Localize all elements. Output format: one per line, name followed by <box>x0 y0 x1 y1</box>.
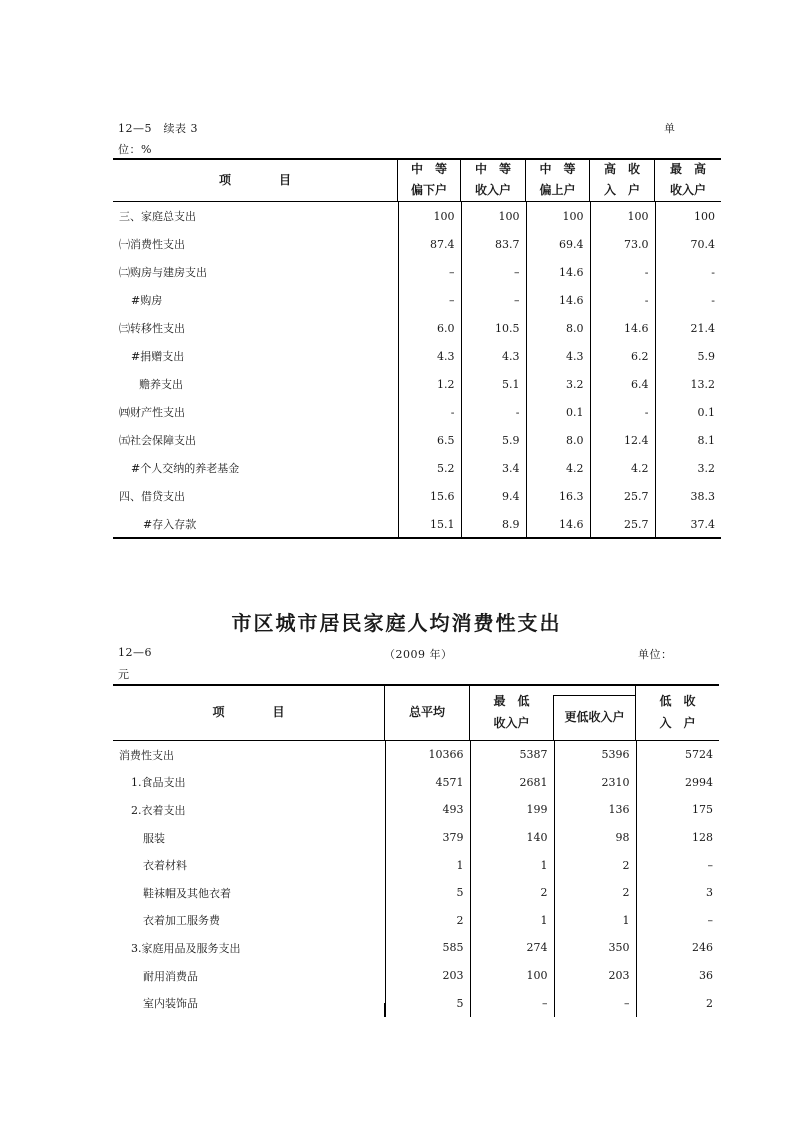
cell-value: 6.2 <box>590 342 655 370</box>
table2-header-lowest-line1: 最 低 <box>493 694 530 708</box>
cell-value: 37.4 <box>690 517 715 531</box>
row-label: ㈠消费性支出 <box>113 230 398 258</box>
cell-value: – <box>461 258 526 286</box>
cell-value: 4.3 <box>398 342 461 370</box>
cell-value: 12.4 <box>590 426 655 454</box>
cell-value: - <box>711 265 715 279</box>
cell-value: 2 <box>706 996 713 1010</box>
table-row <box>113 879 719 907</box>
table1-body <box>113 202 721 538</box>
cell-value: – <box>707 858 713 872</box>
cell-value: 14.6 <box>526 286 590 314</box>
cell-value: 140 <box>470 824 554 852</box>
cell-value: 8.9 <box>461 510 526 538</box>
cell-value: 4571 <box>385 769 470 797</box>
cell-value: 203 <box>385 962 470 990</box>
table1-header-col2-line1: 中 等 <box>474 162 511 176</box>
cell-value: 5387 <box>470 741 554 769</box>
table1-header-col5-line2: 收入户 <box>669 183 706 197</box>
cell-value: 274 <box>470 934 554 962</box>
row-label: ㈢转移性支出 <box>113 314 398 342</box>
row-label: #个人交纳的养老基金 <box>113 454 398 482</box>
table-row <box>113 202 721 230</box>
table-row <box>113 769 719 797</box>
cell-value: – <box>398 258 461 286</box>
cell-value: 2 <box>385 907 470 935</box>
cell-value: 13.2 <box>690 377 715 391</box>
cell-value: 100 <box>694 209 715 223</box>
cell-value: 379 <box>385 824 470 852</box>
cell-value: - <box>590 398 655 426</box>
cell-value: 14.6 <box>590 314 655 342</box>
cell-value: 100 <box>461 202 526 230</box>
cell-value: 1 <box>470 851 554 879</box>
cell-value: 10.5 <box>461 314 526 342</box>
table-row <box>113 851 719 879</box>
cell-value: 73.0 <box>590 230 655 258</box>
cell-value: 0.1 <box>526 398 590 426</box>
cell-value: – <box>554 989 636 1017</box>
row-label: #捐赠支出 <box>113 342 398 370</box>
cell-value: 100 <box>590 202 655 230</box>
table-row <box>113 482 721 510</box>
cell-value: 199 <box>470 796 554 824</box>
cell-value: 246 <box>692 941 713 955</box>
row-label: ㈣财产性支出 <box>113 398 398 426</box>
row-label: 耐用消费品 <box>113 962 385 990</box>
table-row <box>113 398 721 426</box>
cell-value: 15.6 <box>398 482 461 510</box>
cell-value: 350 <box>554 934 636 962</box>
row-label: 衣着加工服务费 <box>113 907 385 935</box>
table2-header-total: 总平均 <box>408 705 445 719</box>
cell-value: 15.1 <box>398 510 461 538</box>
cell-value: 2 <box>554 851 636 879</box>
table-row <box>113 934 719 962</box>
cell-value: 10366 <box>385 741 470 769</box>
cell-value: – <box>398 286 461 314</box>
cell-value: 100 <box>470 962 554 990</box>
table2-unit-b: 元 <box>118 668 130 681</box>
cell-value: 3.4 <box>461 454 526 482</box>
table2-year: （2009 年） <box>384 648 453 661</box>
cell-value: 3 <box>706 886 713 900</box>
cell-value: 5.1 <box>461 370 526 398</box>
table1-header-col2-line2: 收入户 <box>474 183 511 197</box>
row-label: ㈡购房与建房支出 <box>113 258 398 286</box>
row-label: 1.食品支出 <box>113 769 385 797</box>
row-label: 2.衣着支出 <box>113 796 385 824</box>
row-label: 四、借贷支出 <box>113 482 398 510</box>
table1-header-col1-line1: 中 等 <box>410 162 447 176</box>
cell-value: 1.2 <box>398 370 461 398</box>
cell-value: 2994 <box>685 775 713 789</box>
cell-value: 6.4 <box>590 370 655 398</box>
table1-code: 12—5 续表 3 <box>118 122 198 135</box>
cell-value: 9.4 <box>461 482 526 510</box>
table-row <box>113 286 721 314</box>
table2-header-low-line1: 低 收 <box>659 694 696 708</box>
cell-value: - <box>461 398 526 426</box>
row-label: 三、家庭总支出 <box>113 202 398 230</box>
cell-value: 4.3 <box>526 342 590 370</box>
cell-value: – <box>470 989 554 1017</box>
cell-value: 2681 <box>470 769 554 797</box>
table-row <box>113 510 721 538</box>
cell-value: 5 <box>385 879 470 907</box>
cell-value: 87.4 <box>398 230 461 258</box>
table-row <box>113 370 721 398</box>
cell-value: 5 <box>385 989 470 1017</box>
table2-body <box>113 741 719 1017</box>
row-label: 3.家庭用品及服务支出 <box>113 934 385 962</box>
cell-value: 5.9 <box>461 426 526 454</box>
cell-value: 5396 <box>554 741 636 769</box>
row-label: #存入存款 <box>113 510 398 538</box>
cell-value: 128 <box>692 831 713 845</box>
cell-value: 5.9 <box>697 349 715 363</box>
table2-header-low-line2: 入 户 <box>659 716 696 730</box>
table2-code: 12—6 <box>118 646 152 659</box>
cell-value: 4.3 <box>461 342 526 370</box>
row-label: ㈤社会保障支出 <box>113 426 398 454</box>
cell-value: 25.7 <box>590 510 655 538</box>
table1-unit-a: 单 <box>664 122 676 135</box>
row-label: 衣着材料 <box>113 851 385 879</box>
cell-value: 25.7 <box>590 482 655 510</box>
table-row <box>113 824 719 852</box>
cell-value: 203 <box>554 962 636 990</box>
table-row <box>113 314 721 342</box>
cell-value: 1 <box>554 907 636 935</box>
cell-value: 3.2 <box>697 461 715 475</box>
table1-header-col4-line2: 入 户 <box>603 183 640 197</box>
table-row <box>113 426 721 454</box>
table-row <box>113 342 721 370</box>
table2-header-lowest-line2: 收入户 <box>493 716 530 730</box>
row-label: 服装 <box>113 824 385 852</box>
cell-value: 16.3 <box>526 482 590 510</box>
cell-value: 14.6 <box>526 258 590 286</box>
cell-value: 14.6 <box>526 510 590 538</box>
table1-header-col3-line1: 中 等 <box>539 162 576 176</box>
row-label: 赡养支出 <box>113 370 398 398</box>
table2-unit-a: 单位： <box>638 648 673 661</box>
cell-value: 2 <box>554 879 636 907</box>
table1-header-col3-line2: 偏上户 <box>539 183 576 197</box>
cell-value: 585 <box>385 934 470 962</box>
table-row <box>113 230 721 258</box>
table-row <box>113 796 719 824</box>
cell-value: - <box>398 398 461 426</box>
table1-header-col1-line2: 偏下户 <box>410 183 447 197</box>
cell-value: 8.0 <box>526 314 590 342</box>
cell-value: - <box>711 293 715 307</box>
table1-header-col5-line1: 最 高 <box>669 162 706 176</box>
row-label: 鞋袜帽及其他衣着 <box>113 879 385 907</box>
table1-header-col4-line1: 高 收 <box>603 162 640 176</box>
table2-header-lower: 更低收入户 <box>564 710 625 724</box>
cell-value: 100 <box>398 202 461 230</box>
cell-value: 38.3 <box>690 489 715 503</box>
cell-value: – <box>461 286 526 314</box>
cell-value: 2 <box>470 879 554 907</box>
cell-value: 83.7 <box>461 230 526 258</box>
cell-value: - <box>590 258 655 286</box>
table1-header-item: 项 目 <box>218 173 291 187</box>
row-label: 消费性支出 <box>113 741 385 769</box>
table-row <box>113 741 719 769</box>
table-row <box>113 258 721 286</box>
cell-value: 3.2 <box>526 370 590 398</box>
cell-value: 6.5 <box>398 426 461 454</box>
table2-header-item: 项 目 <box>212 705 285 719</box>
table-row <box>113 962 719 990</box>
table-row <box>113 454 721 482</box>
table-row <box>113 989 719 1017</box>
cell-value: 136 <box>554 796 636 824</box>
cell-value: 4.2 <box>590 454 655 482</box>
row-label: 室内装饰品 <box>113 989 385 1017</box>
cell-value: 6.0 <box>398 314 461 342</box>
cell-value: 0.1 <box>697 405 715 419</box>
cell-value: 21.4 <box>690 321 715 335</box>
cell-value: 98 <box>554 824 636 852</box>
cell-value: – <box>707 913 713 927</box>
table1-unit-b: 位：% <box>118 143 152 156</box>
cell-value: 1 <box>385 851 470 879</box>
cell-value: - <box>590 286 655 314</box>
cell-value: 5724 <box>685 748 713 762</box>
cell-value: 69.4 <box>526 230 590 258</box>
table-row <box>113 907 719 935</box>
cell-value: 36 <box>699 969 713 983</box>
cell-value: 175 <box>692 803 713 817</box>
cell-value: 8.0 <box>526 426 590 454</box>
cell-value: 1 <box>470 907 554 935</box>
cell-value: 100 <box>526 202 590 230</box>
cell-value: 4.2 <box>526 454 590 482</box>
cell-value: 493 <box>385 796 470 824</box>
table2-title: 市区城市居民家庭人均消费性支出 <box>231 611 562 635</box>
cell-value: 8.1 <box>697 433 715 447</box>
cell-value: 5.2 <box>398 454 461 482</box>
cell-value: 2310 <box>554 769 636 797</box>
cell-value: 70.4 <box>690 237 715 251</box>
row-label: #购房 <box>113 286 398 314</box>
